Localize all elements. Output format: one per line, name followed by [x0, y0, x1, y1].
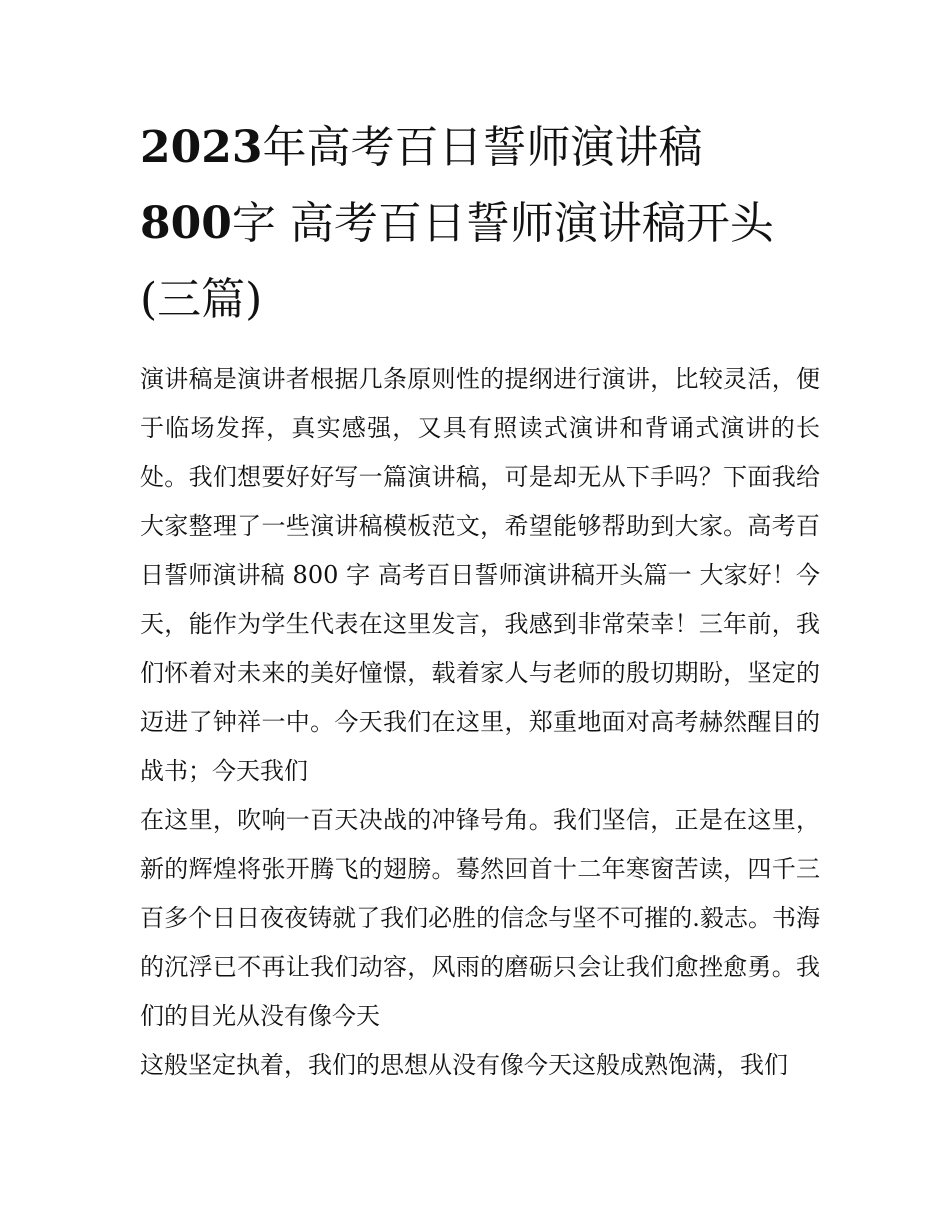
title-count: 800	[140, 198, 232, 249]
title-year: 2023	[140, 122, 263, 173]
body-paragraph-3: 这般坚定执着，我们的思想从没有像今天这般成熟饱满，我们	[140, 1051, 788, 1079]
body-paragraph-2: 在这里，吹响一百天决战的冲锋号角。我们坚信，正是在这里，新的辉煌将张开腾飞的翅膀。蓦然回首十二年寒窗苦读，四千三百多个日日夜夜铸就了我们必胜的信念与坚不可摧的.毅志。书海的沉浮已不再让我们动容，风雨的磨砺只会让我们愈挫愈勇。我们的目光从没有像今天	[140, 806, 820, 1030]
document-title	[140, 110, 820, 338]
title-text-b: 字 高考百日誓师演讲稿开头(三篇)	[140, 198, 774, 325]
document-body	[140, 355, 820, 1090]
title-text-a: 年高考百日誓师演讲稿	[262, 122, 703, 173]
body-paragraph-1: 演讲稿是演讲者根据几条原则性的提纲进行演讲，比较灵活，便于临场发挥，真实感强，又具有照读式演讲和背诵式演讲的长处。我们想要好好写一篇演讲稿，可是却无从下手吗？下面我给大家整理了一些演讲稿模板范文，希望能够帮助到大家。高考百日誓师演讲稿 800 字 高考百日誓师演讲稿开头篇一 大家好！今天，能作为学生代表在这里发言，我感到非常荣幸！三年前，我们怀着对未来的美好憧憬，载着家人与老师的殷切期盼，坚定的迈进了钟祥一中。今天我们在这里，郑重地面对高考赫然醒目的战书；今天我们	[140, 365, 820, 785]
